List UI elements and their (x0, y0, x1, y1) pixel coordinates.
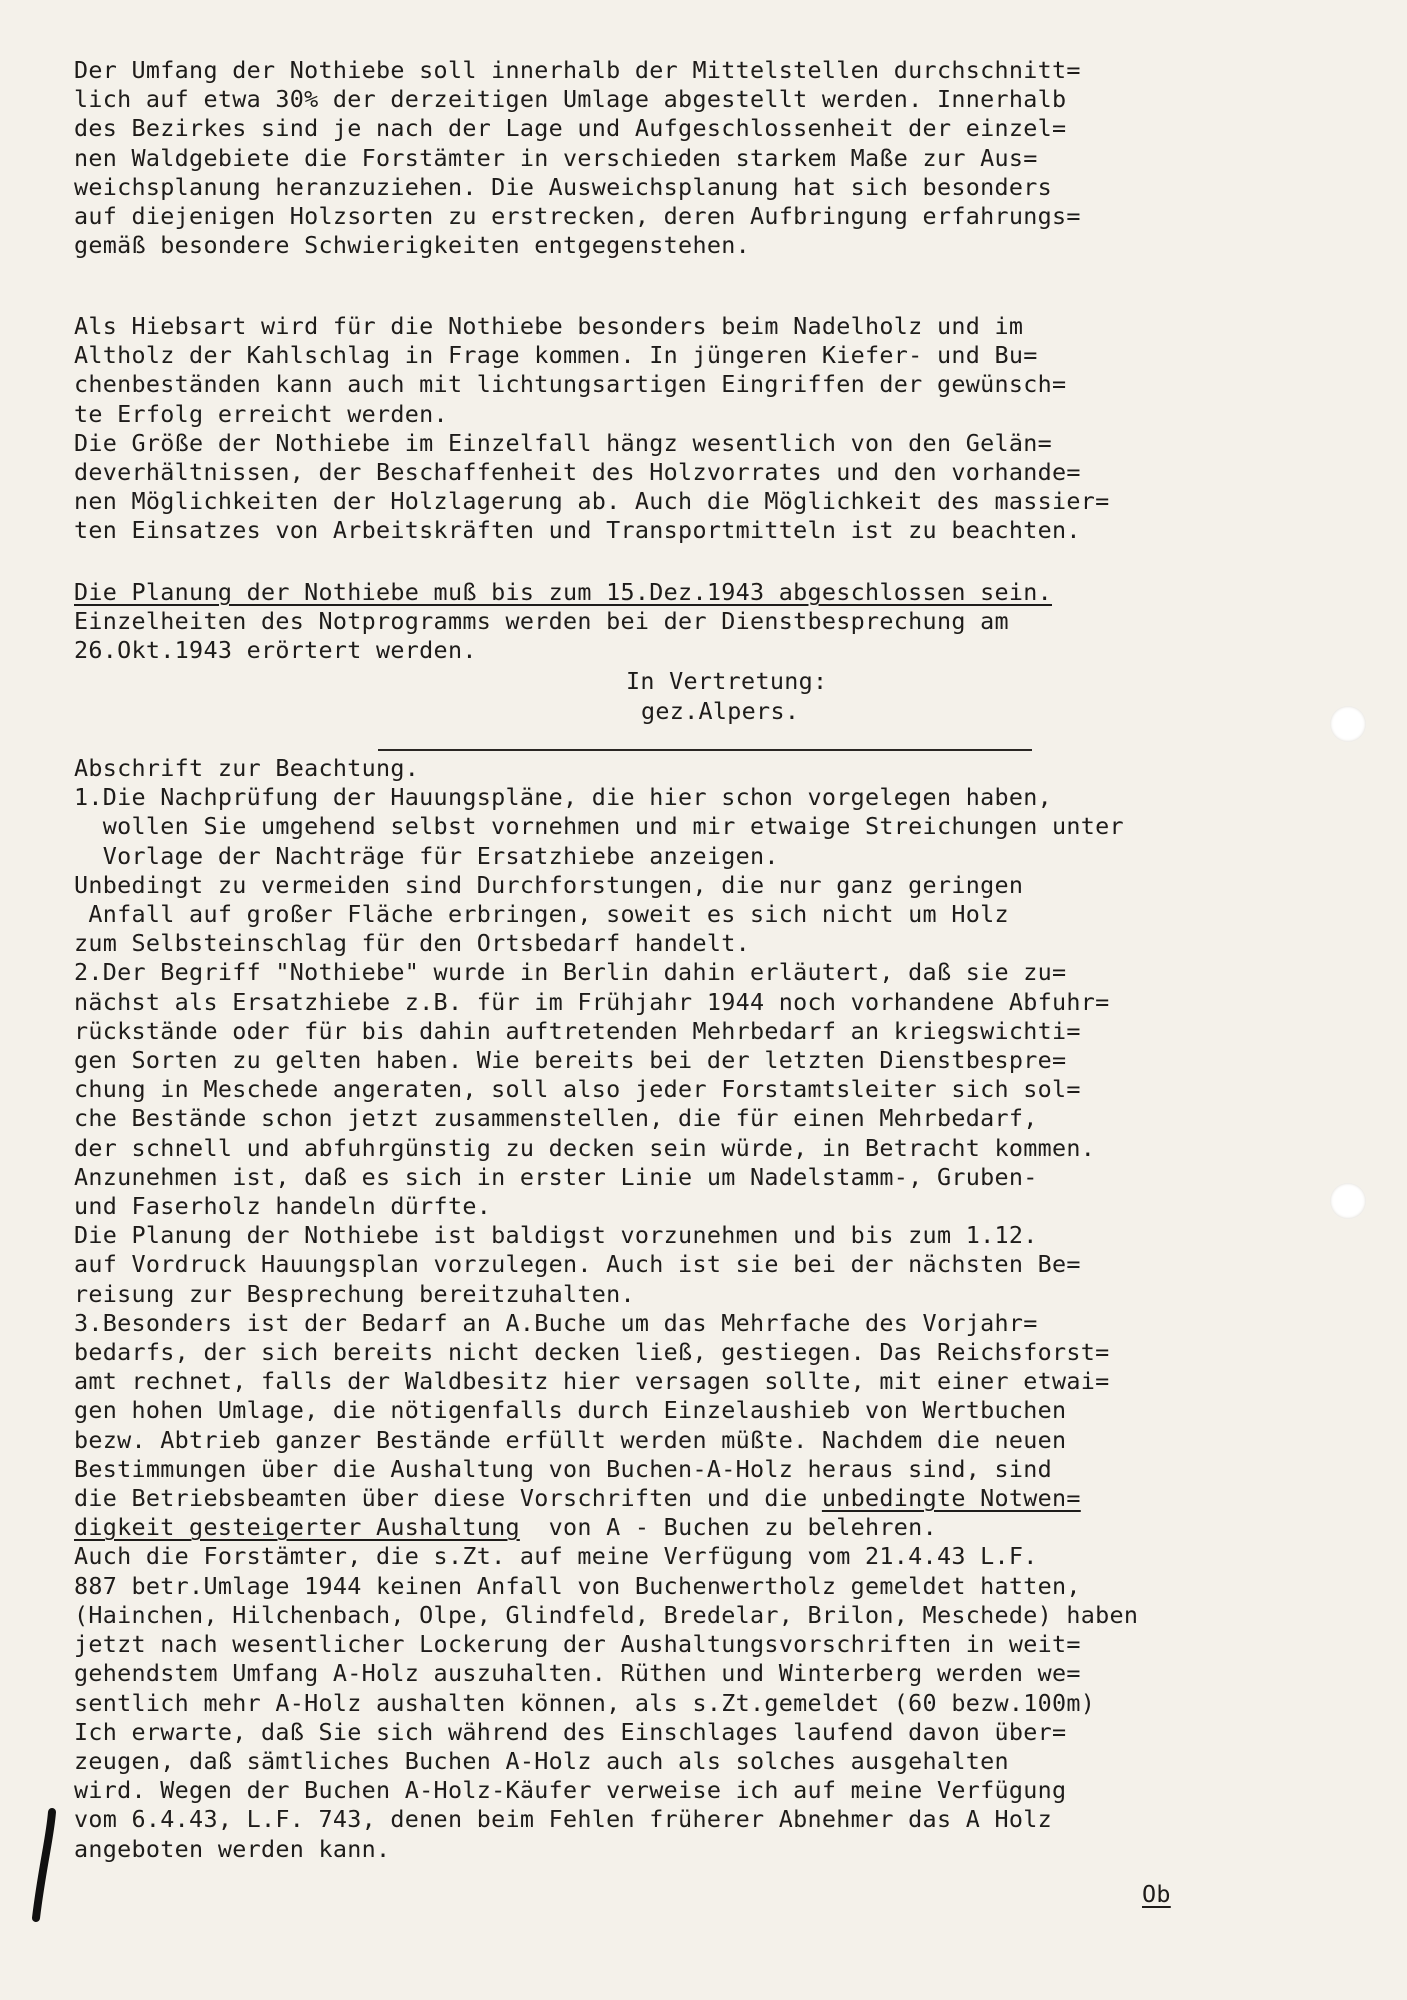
text-segment: die Betriebsbeamten über diese Vorschriften und die (74, 1484, 822, 1513)
text-segment: von A - Buchen zu belehren. (519, 1513, 937, 1542)
text-line: Anzunehmen ist, daß es sich in erster Linie um Nadelstamm-, Gruben- (74, 1162, 1038, 1191)
text-line: nen Waldgebiete die Forstämter in verschieden starkem Maße zur Aus= (74, 143, 1038, 172)
text-line: gen Sorten zu gelten haben. Wie bereits bei der letzten Dienstbespre= (74, 1046, 1067, 1075)
text-line: reisung zur Besprechung bereitzuhalten. (74, 1279, 635, 1308)
signature-deputy-label: In Vertretung: (626, 667, 828, 695)
text-line: 887 betr.Umlage 1944 keinen Anfall von Buchenwertholz gemeldet hatten, (74, 1571, 1081, 1600)
text-line: zum Selbsteinschlag für den Ortsbedarf handelt. (74, 929, 750, 958)
text-line: che Bestände schon jetzt zusammenstellen, die für einen Mehrbedarf, (74, 1104, 1038, 1133)
text-line: chenbeständen kann auch mit lichtungsartigen Eingriffen der gewünsch= (74, 370, 1067, 399)
text-line: gemäß besondere Schwierigkeiten entgegenstehen. (74, 231, 750, 260)
text-line: zeugen, daß sämtliches Buchen A-Holz auch als solches ausgehalten (74, 1746, 1009, 1775)
text-line: des Bezirkes sind je nach der Lage und Aufgeschlossenheit der einzel= (74, 114, 1067, 143)
text-line: Einzelheiten des Notprogramms werden bei der Dienstbesprechung am (74, 607, 1009, 636)
paragraph-allocation (74, 56, 1344, 260)
text-line: 26.Okt.1943 erörtert werden. (74, 636, 477, 665)
text-line: angeboten werden kann. (74, 1834, 391, 1863)
text-line: 1.Die Nachprüfung der Hauungspläne, die hier schon vorgelegen haben, (74, 783, 1052, 812)
text-line: wird. Wegen der Buchen A-Holz-Käufer verweise ich auf meine Verfügung (74, 1776, 1067, 1805)
text-line: lich auf etwa 30% der derzeitigen Umlage abgestellt werden. Innerhalb (74, 85, 1067, 114)
text-line: te Erfolg erreicht werden. (74, 399, 448, 428)
margin-pen-mark-icon (28, 1808, 62, 1924)
text-line: bezw. Abtrieb ganzer Bestände erfüllt werden müßte. Nachdem die neuen (74, 1425, 1067, 1454)
text-line: Die Größe der Nothiebe im Einzelfall hängz wesentlich von den Gelän= (74, 428, 1052, 457)
text-line: rückstände oder für bis dahin auftretenden Mehrbedarf an kriegswichti= (74, 1016, 1081, 1045)
text-line: 2.Der Begriff "Nothiebe" wurde in Berlin dahin erläutert, daß sie zu= (74, 958, 1067, 987)
text-line: (Hainchen, Hilchenbach, Olpe, Glindfeld, Bredelar, Brilon, Meschede) haben (74, 1600, 1139, 1629)
mixed-underline-line (74, 1513, 1344, 1542)
text-line: Anfall auf großer Fläche erbringen, soweit es sich nicht um Holz (74, 900, 1009, 929)
text-line: nächst als Ersatzhiebe z.B. für im Frühjahr 1944 noch vorhandene Abfuhr= (74, 987, 1110, 1016)
text-line: Unbedingt zu vermeiden sind Durchforstungen, die nur ganz geringen (74, 870, 1024, 899)
text-line: Die Planung der Nothiebe ist baldigst vorzunehmen und bis zum 1.12. (74, 1221, 1038, 1250)
signature-name: gez.Alpers. (641, 697, 800, 725)
text-line: und Faserholz handeln dürfte. (74, 1192, 492, 1221)
punch-hole (1330, 706, 1366, 742)
text-line: Altholz der Kahlschlag in Frage kommen. In jüngeren Kiefer- und Bu= (74, 341, 1038, 370)
text-line: Bestimmungen über die Aushaltung von Buchen-A-Holz heraus sind, sind (74, 1454, 1052, 1483)
copy-section (74, 754, 1344, 1864)
paragraph-deadline (74, 578, 1344, 666)
text-line: nen Möglichkeiten der Holzlagerung ab. Auch die Möglichkeit des massier= (74, 487, 1110, 516)
text-line: wollen Sie umgehend selbst vornehmen und mir etwaige Streichungen unter (74, 812, 1124, 841)
separator-line (378, 749, 1032, 751)
text-line: Als Hiebsart wird für die Nothiebe besonders beim Nadelholz und im (74, 312, 1024, 340)
text-line: Der Umfang der Nothiebe soll innerhalb der Mittelstellen durchschnitt= (74, 56, 1081, 84)
deadline-underlined-line: Die Planung der Nothiebe muß bis zum 15.Dez.1943 abgeschlossen sein. (74, 578, 1052, 606)
underlined-segment: unbedingte Notwen= (821, 1484, 1081, 1513)
text-line: ten Einsatzes von Arbeitskräften und Transportmitteln ist zu beachten. (74, 516, 1081, 545)
underlined-segment: digkeit gesteigerter Aushaltung (74, 1513, 520, 1542)
initials-ob: Ob (1142, 1880, 1171, 1908)
text-line: jetzt nach wesentlicher Lockerung der Aushaltungsvorschriften in weit= (74, 1630, 1081, 1659)
text-line: Auch die Forstämter, die s.Zt. auf meine Verfügung vom 21.4.43 L.F. (74, 1542, 1038, 1571)
text-line: gen hohen Umlage, die nötigenfalls durch Einzelaushieb von Wertbuchen (74, 1396, 1067, 1425)
text-line: amt rechnet, falls der Waldbesitz hier versagen sollte, mit einer etwai= (74, 1367, 1110, 1396)
mixed-underline-line (74, 1484, 1344, 1513)
text-line: Vorlage der Nachträge für Ersatzhiebe anzeigen. (74, 841, 779, 870)
text-line: auf Vordruck Hauungsplan vorzulegen. Auch ist sie bei der nächsten Be= (74, 1250, 1081, 1279)
text-line: vom 6.4.43, L.F. 743, denen beim Fehlen früherer Abnehmer das A Holz (74, 1805, 1052, 1834)
text-line: sentlich mehr A-Holz aushalten können, als s.Zt.gemeldet (60 bezw.100m) (74, 1688, 1096, 1717)
text-line: bedarfs, der sich bereits nicht decken ließ, gestiegen. Das Reichsforst= (74, 1338, 1110, 1367)
text-line: deverhältnissen, der Beschaffenheit des Holzvorrates und den vorhande= (74, 458, 1081, 487)
punch-hole (1330, 1183, 1366, 1219)
paragraph-felling-method (74, 312, 1344, 546)
text-line: 3.Besonders ist der Bedarf an A.Buche um das Mehrfache des Vorjahr= (74, 1308, 1038, 1337)
text-line: Ich erwarte, daß Sie sich während des Einschlages laufend davon über= (74, 1717, 1067, 1746)
copy-heading: Abschrift zur Beachtung. (74, 754, 420, 782)
text-line: chung in Meschede angeraten, soll also jeder Forstamtsleiter sich sol= (74, 1075, 1081, 1104)
text-line: gehendstem Umfang A-Holz auszuhalten. Rüthen und Winterberg werden we= (74, 1659, 1081, 1688)
text-line: auf diejenigen Holzsorten zu erstrecken, deren Aufbringung erfahrungs= (74, 202, 1081, 231)
text-line: weichsplanung heranzuziehen. Die Ausweichsplanung hat sich besonders (74, 172, 1052, 201)
text-line: der schnell und abfuhrgünstig zu decken sein würde, in Betracht kommen. (74, 1133, 1096, 1162)
